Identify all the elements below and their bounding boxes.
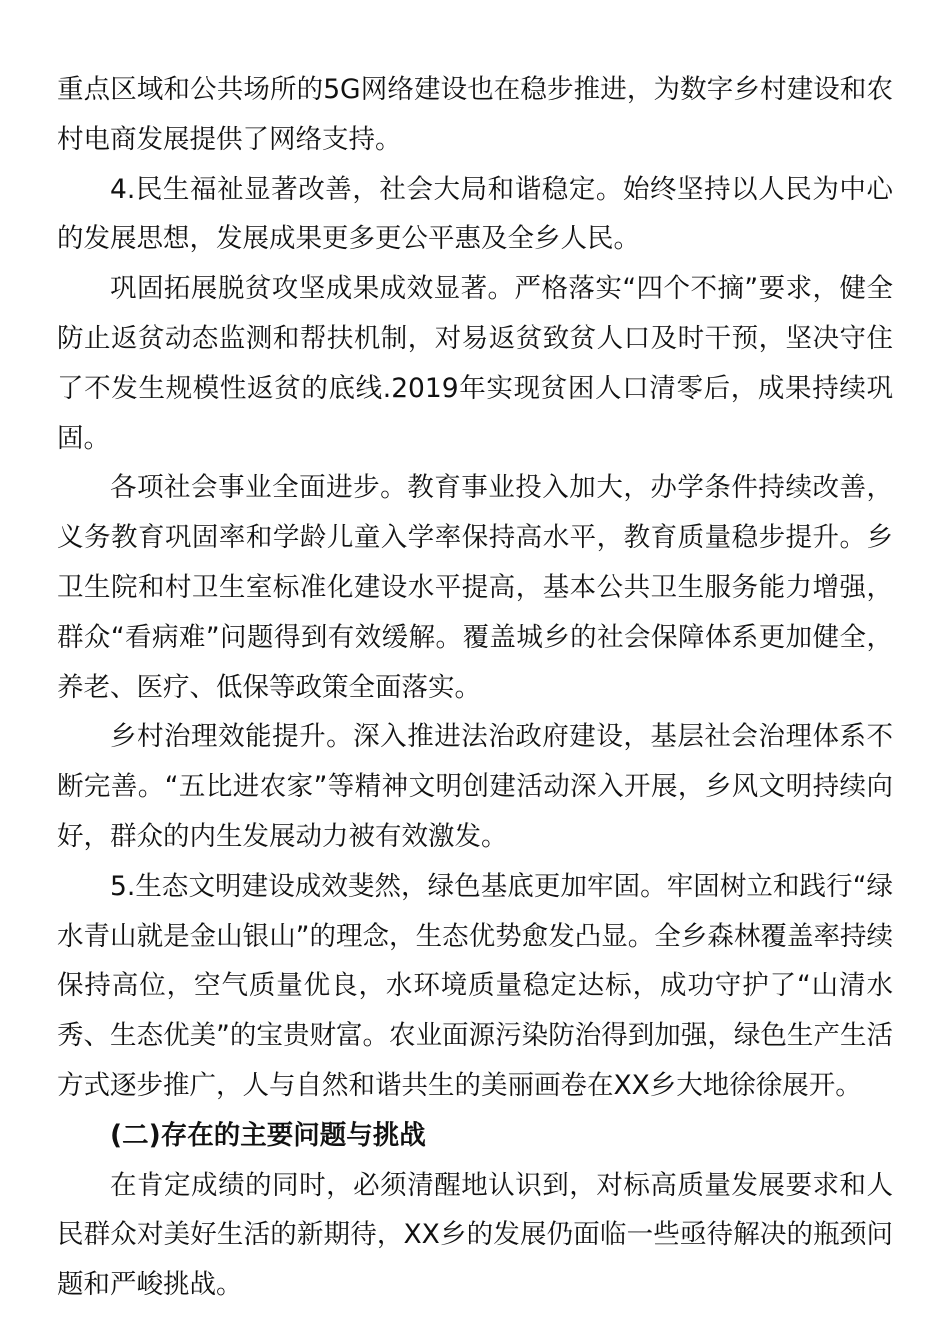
document-page (57, 65, 893, 1310)
paragraph-poverty-alleviation: 巩固拓展脱贫攻坚成果成效显著。严格落实“四个不摘”要求，健全防止返贫动态监测和帮扶机制，对易返贫致贫人口及时干预，坚决守住了不发生规模性返贫的底线.2019年实现贫困人口清零后，成果持续巩固。 (57, 273, 893, 454)
paragraph-continuation: 重点区域和公共场所的5G网络建设也在稳步推进，为数字乡村建设和农村电商发展提供了网络支持。 (57, 74, 893, 155)
paragraph-ecology: 5.生态文明建设成效斐然，绿色基底更加牢固。牢固树立和践行“绿水青山就是金山银山”的理念，生态优势愈发凸显。全乡森林覆盖率持续保持高位，空气质量优良，水环境质量稳定达标，成功守护了“山清水秀、生态优美”的宝贵财富。农业面源污染防治得到加强，绿色生产生活方式逐步推广，人与自然和谐共生的美丽画卷在XX乡大地徐徐展开。 (57, 870, 893, 1101)
paragraph-rural-governance: 乡村治理效能提升。深入推进法治政府建设，基层社会治理体系不断完善。“五比进农家”等精神文明创建活动深入开展，乡风文明持续向好，群众的内生发展动力被有效激发。 (57, 721, 893, 852)
paragraph-challenges: 在肯定成绩的同时，必须清醒地认识到，对标高质量发展要求和人民群众对美好生活的新期待，XX乡的发展仍面临一些亟待解决的瓶颈问题和严峻挑战。 (57, 1169, 893, 1301)
section-heading: (二)存在的主要问题与挑战 (110, 1119, 426, 1151)
paragraph-social-undertakings: 各项社会事业全面进步。教育事业投入加大，办学条件持续改善，义务教育巩固率和学龄儿童入学率保持高水平，教育质量稳步提升。乡卫生院和村卫生室标准化建设水平提高，基本公共卫生服务能力增强，群众“看病难”问题得到有效缓解。覆盖城乡的社会保障体系更加健全，养老、医疗、低保等政策全面落实。 (57, 472, 893, 703)
paragraph-livelihood: 4.民生福祉显著改善，社会大局和谐稳定。始终坚持以人民为中心的发展思想，发展成果更多更公平惠及全乡人民。 (57, 173, 893, 255)
